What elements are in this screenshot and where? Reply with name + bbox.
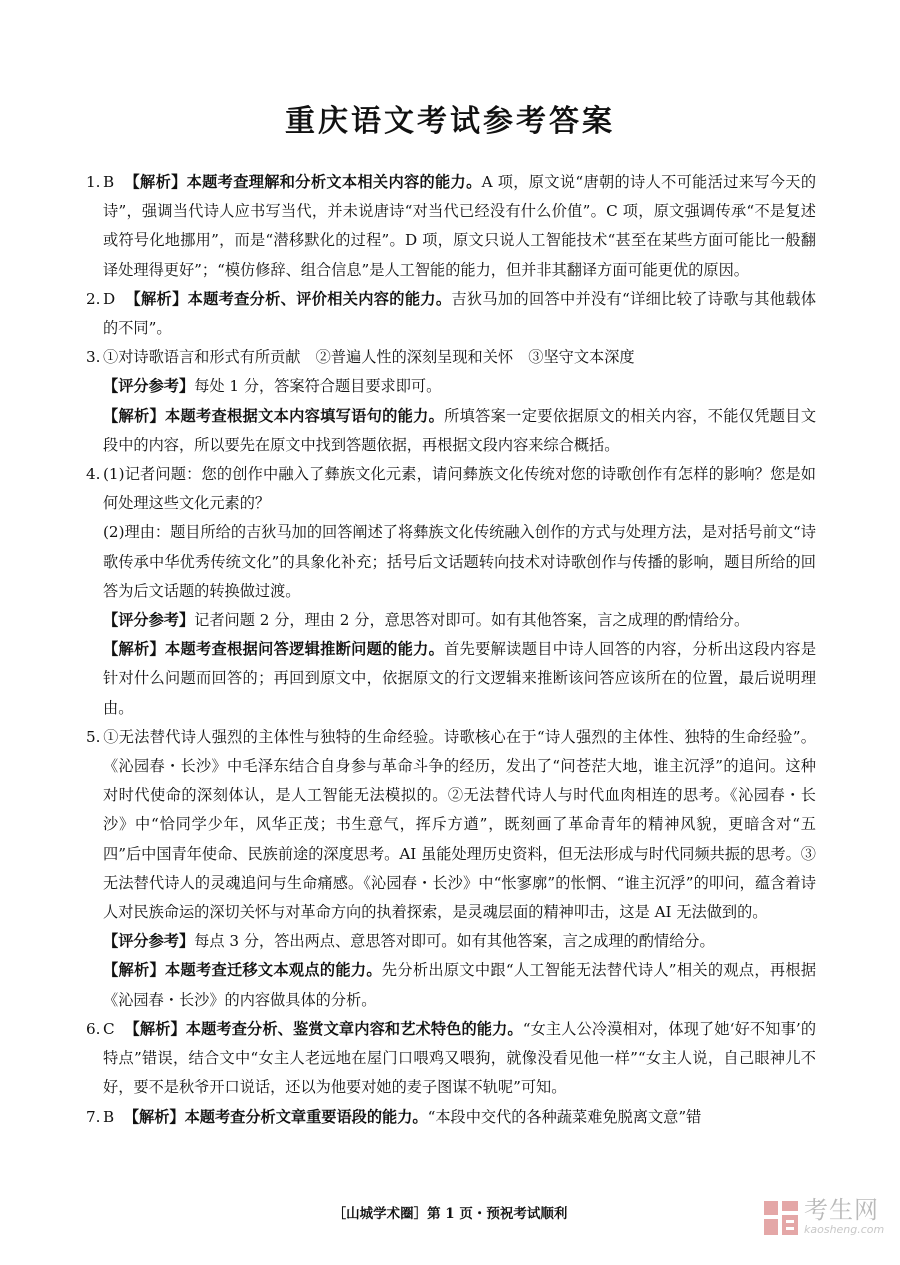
- watermark-site-url: kaosheng.com: [804, 1223, 885, 1236]
- analysis-text: “本段中交代的各种蔬菜难免脱离文意”错: [427, 1107, 702, 1126]
- answer-line: [86, 723, 816, 927]
- watermark-site-name: 考生网: [804, 1196, 879, 1224]
- analysis-text: 先分析出原文中跟“人工智能无法替代诗人”相关的观点，再根据《沁园春・长沙》的内容做具体的分析。: [103, 961, 817, 1009]
- analysis-paragraph: [103, 402, 816, 460]
- analysis-label: 【解析】本题考查分析文章重要语段的能力。: [123, 1107, 428, 1126]
- answer-item-6: [86, 1015, 816, 1103]
- answer-text: (1)记者问题：您的创作中融入了彝族文化元素，请问彝族文化传统对您的诗歌创作有怎样的影响？您是如何处理这些文化元素的？: [103, 465, 816, 513]
- question-number: 6.: [86, 1019, 101, 1038]
- score-reference: [103, 372, 816, 401]
- question-number: 1.: [86, 173, 101, 191]
- analysis-label: 【解析】本题考查根据文本内容填写语句的能力。: [103, 406, 445, 425]
- question-number: 4.: [86, 465, 101, 484]
- question-number: 7.: [86, 1107, 101, 1126]
- score-label: 【评分参考】: [103, 932, 195, 951]
- question-number: 5.: [86, 727, 101, 746]
- analysis-paragraph: [103, 956, 816, 1014]
- watermark: [762, 1198, 900, 1242]
- analysis-text: 吉狄马加的回答中并没有“详细比较了诗歌与其他载体的不同”。: [103, 289, 817, 338]
- answer-part-2: (2)理由：题目所给的吉狄马加的回答阐述了将彝族文化传统融入创作的方式与处理方法，是对括号前文“诗歌传承中华优秀传统文化”的具象化补充；括号后文话题转向技术对诗歌创作与传播的影响，题目所给的回答为后文话题的转换做过渡。: [103, 523, 816, 600]
- answer-item-5: [86, 723, 816, 1015]
- analysis-text: 首先要解读题目中诗人回答的内容，分析出这段内容是针对什么问题而回答的；再回到原文中，依据原文的行文逻辑来推断该问答应该所在的位置，最后说明理由。: [103, 640, 817, 717]
- page-footer: ［山城学术圈］第 1 页・预祝考试顺利: [332, 1206, 568, 1222]
- question-number: 3.: [86, 348, 101, 367]
- answer-item-3: [86, 343, 816, 460]
- analysis-label: 【解析】本题考查根据问答逻辑推断问题的能力。: [103, 640, 445, 659]
- kaosheng-logo-icon: [762, 1198, 800, 1238]
- analysis-text: 所填答案一定要依据原文的相关内容，不能仅凭题目文段中的内容，所以要先在原文中找到答题依据，再根据文段内容来综合概括。: [103, 406, 817, 454]
- answer-item-2: [86, 285, 816, 343]
- answer-line: [86, 343, 816, 372]
- analysis-text: “女主人公冷漠相对，体现了她‘好不知事’的特点”错误，结合文中“女主人老远地在屋门口喂鸡又喂狗，就像没看见他一样”“女主人说，自己眼神儿不好，要不是秋爷开口说话，还以为他要对她的麦子图谋不轨呢”可知。: [103, 1019, 817, 1097]
- score-text: 每点 3 分，答出两点、意思答对即可。如有其他答案，言之成理的酌情给分。: [194, 932, 715, 951]
- score-label: 【评分参考】: [103, 377, 195, 396]
- analysis-label: 【解析】本题考查分析、评价相关内容的能力。: [125, 289, 452, 308]
- analysis-paragraph: [103, 635, 816, 723]
- answer-text: ①无法替代诗人强烈的主体性与独特的生命经验。诗歌核心在于“诗人强烈的主体性、独特的生命经验”。《沁园春・长沙》中毛泽东结合自身参与革命斗争的经历，发出了“问苍茫大地，谁主沉浮”的追问。这种对时代使命的深刻体认，是人工智能无法模拟的。②无法替代诗人与时代血肉相连的思考。《沁园春・长沙》中“恰同学少年，风华正茂；书生意气，挥斥方遒”，既刻画了革命青年的精神风貌，更暗含对“五四”后中国青年使命、民族前途的深度思考。AI 虽能处理历史资料，但无法形成与时代同频共振的思考。③无法替代诗人的灵魂追问与生命痛感。《沁园春・长沙》中“怅寥廓”的怅惘、“谁主沉浮”的叩问，蕴含着诗人对民族命运的深切关怀与对革命方向的执着探索，是灵魂层面的精神叩击，这是 AI 无法做到的。: [103, 727, 816, 922]
- answer-choice: C: [103, 1019, 115, 1038]
- score-reference: [103, 927, 816, 956]
- page-title: 重庆语文考试参考答案: [285, 104, 615, 139]
- score-text: 记者问题 2 分，理由 2 分，意思答对即可。如有其他答案，言之成理的酌情给分。: [194, 611, 750, 630]
- score-reference: [103, 606, 816, 635]
- answer-choice: B: [103, 1107, 115, 1126]
- score-label: 【评分参考】: [103, 611, 195, 630]
- answer-item-4: [86, 460, 816, 723]
- answer-item-1: [86, 168, 816, 285]
- analysis-label: 【解析】本题考查分析、鉴赏文章内容和艺术特色的能力。: [124, 1019, 523, 1038]
- answer-choice: B: [103, 173, 115, 191]
- watermark-text: [804, 1198, 884, 1235]
- question-number: 2.: [86, 289, 101, 308]
- analysis-label: 【解析】本题考查理解和分析文本相关内容的能力。: [124, 173, 482, 191]
- answer-choice: D: [103, 289, 116, 308]
- answer-content: [86, 168, 816, 1132]
- analysis-label: 【解析】本题考查迁移文本观点的能力。: [103, 961, 382, 980]
- answer-text: ①对诗歌语言和形式有所贡献 ②普遍人性的深刻呈现和关怀 ③坚守文本深度: [103, 348, 635, 367]
- answer-item-7: [86, 1103, 816, 1132]
- analysis-text: A 项，原文说“唐朝的诗人不可能活过来写今天的诗”，强调当代诗人应书写当代，并未说唐诗“对当代已经没有什么价值”。C 项，原文强调传承“不是复述或符号化地挪用”，而是“潜移默化的过程”。D 项，原文只说人工智能技术“甚至在某些方面可能比一般翻译处理得更好”；“模仿修辞、组合信息”是人工智能的能力，但并非其翻译方面可能更优的原因。: [103, 173, 817, 279]
- answer-part-1: [86, 460, 816, 518]
- score-text: 每处 1 分，答案符合题目要求即可。: [194, 377, 442, 396]
